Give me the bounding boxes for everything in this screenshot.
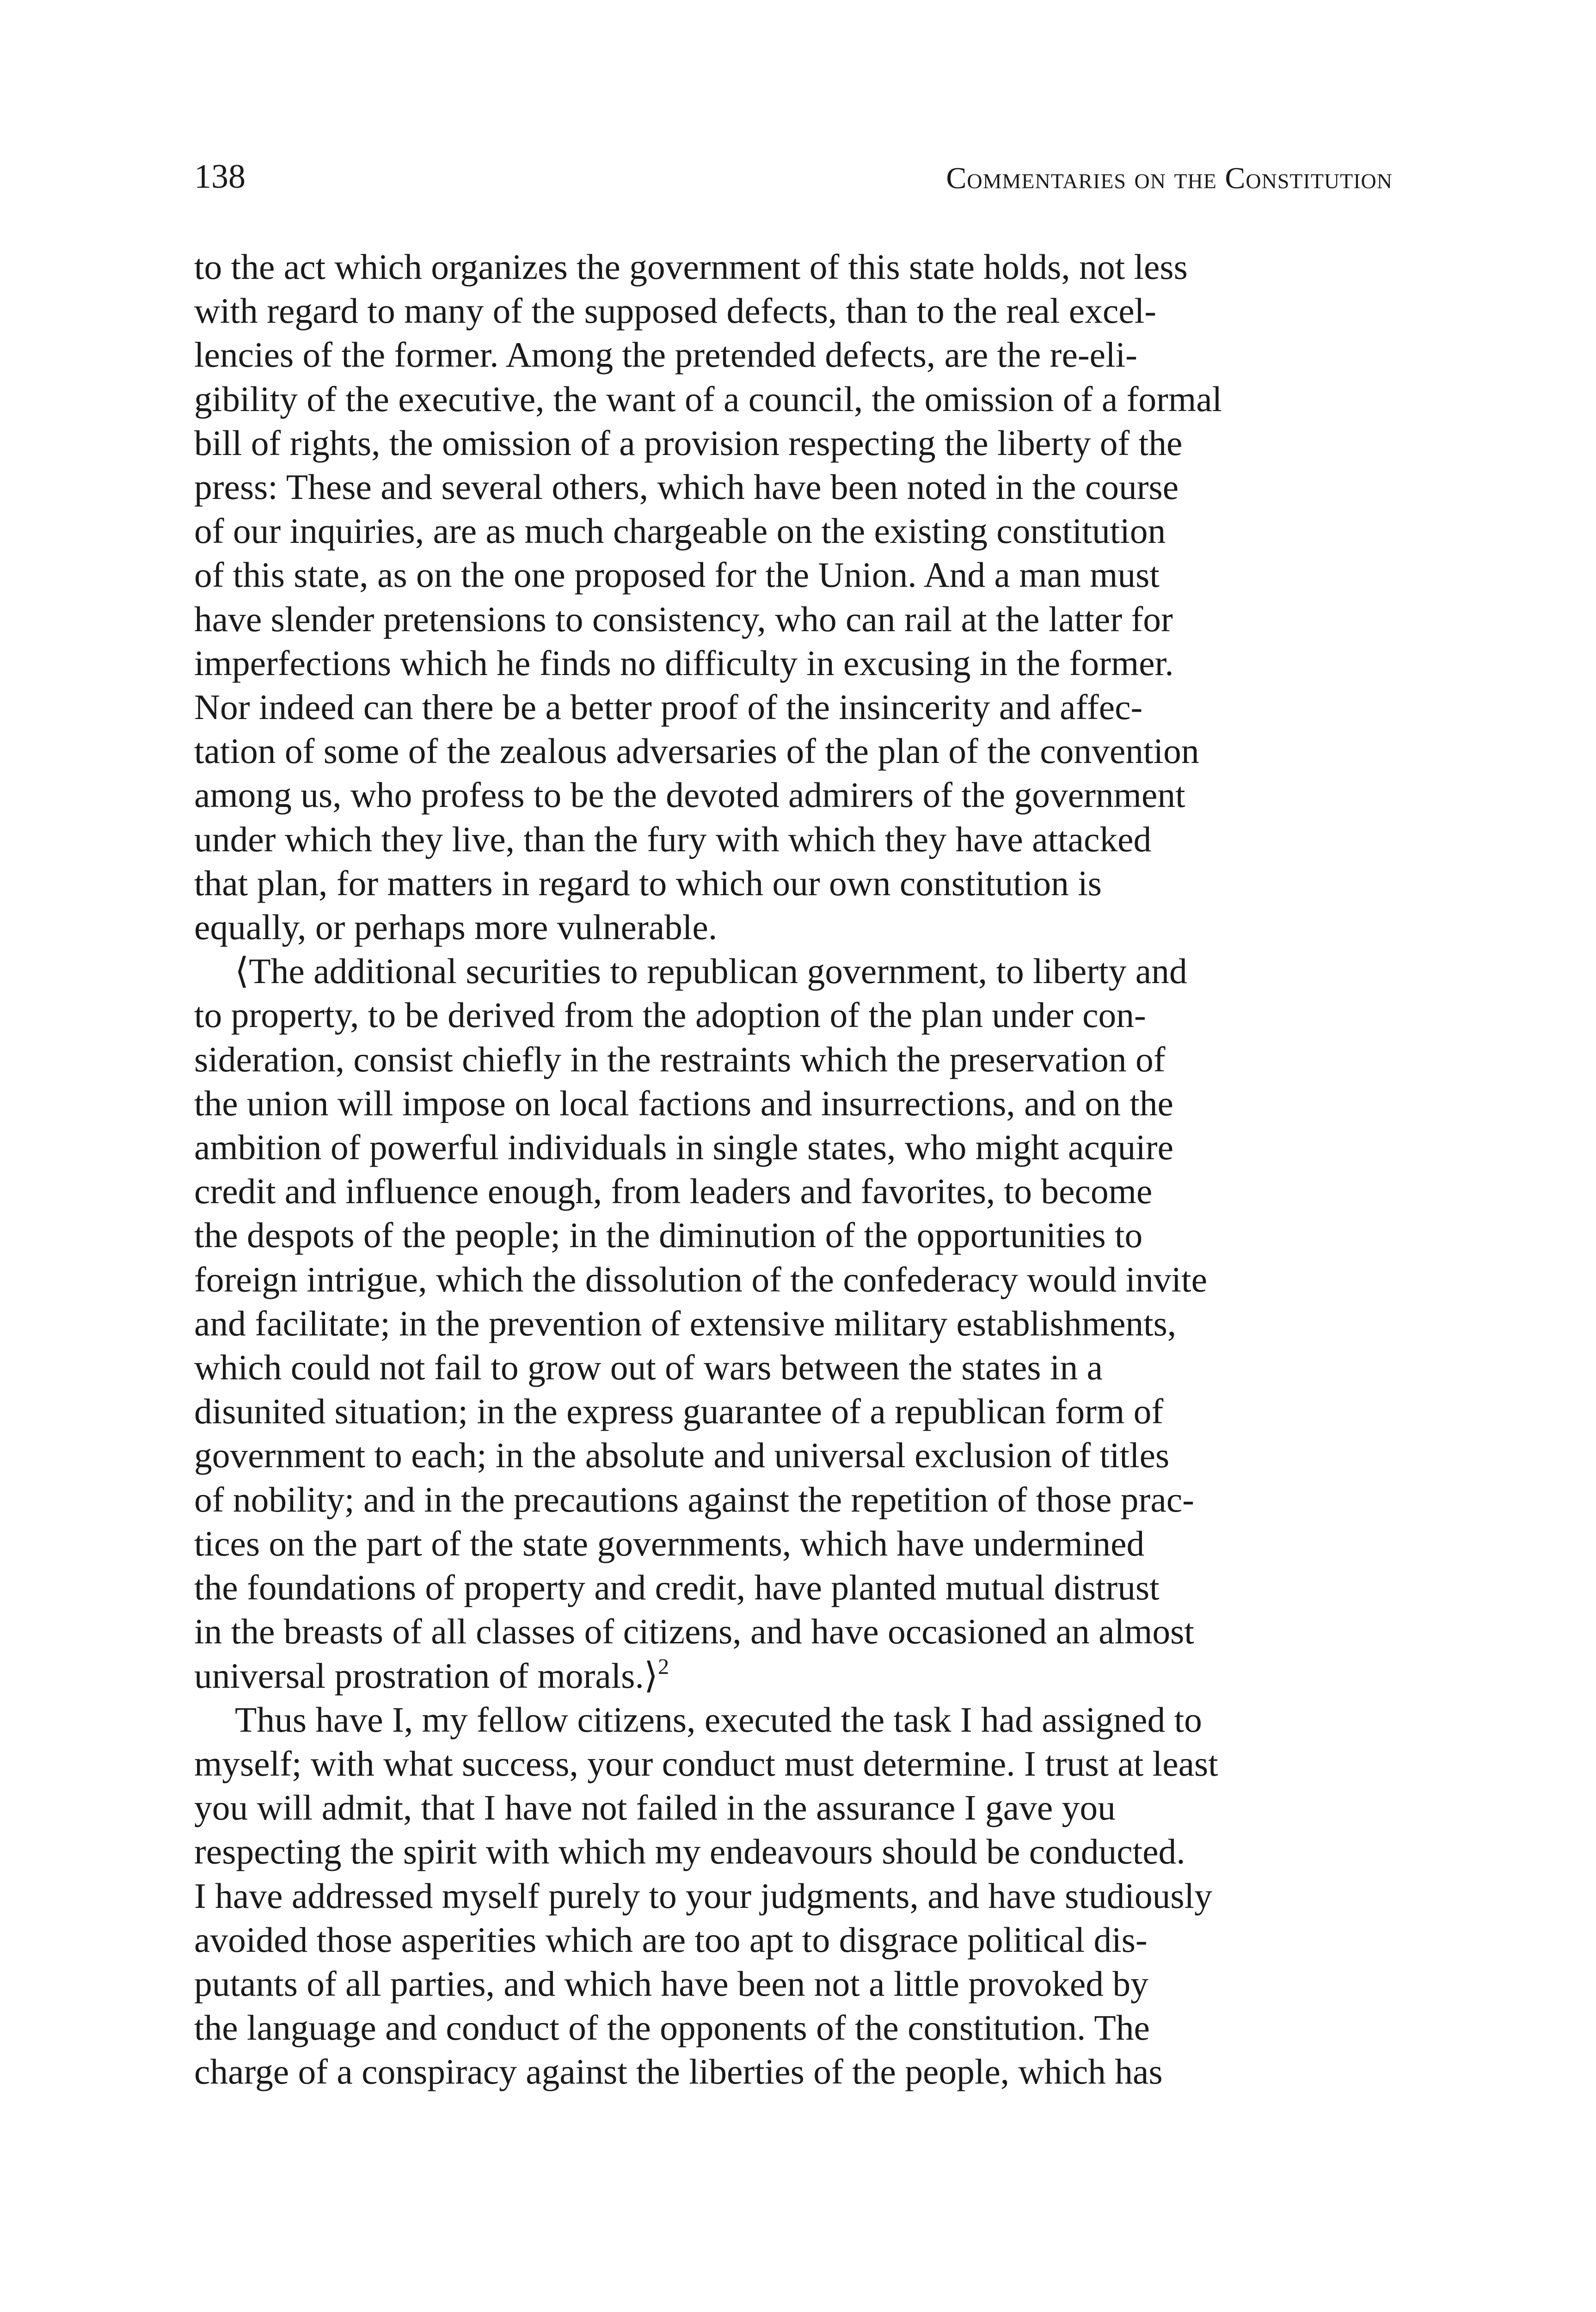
paragraph xyxy=(194,949,1393,1697)
footnote-ref: 2 xyxy=(658,1654,669,1679)
page-header xyxy=(194,160,1393,210)
running-head: Commentaries on the Constitution xyxy=(946,161,1393,195)
paragraph-text: Thus have I, my fellow citizens, executed the task I had assigned to myself; with what success, your conduct must determine. I trust at least you will admit, that I have not failed in the assurance I gave you respecting the spirit with which my endeavours should be conducted. I have addressed myself purely to your judgments, and have studiously avoided those asperities which are too apt to disgrace political dis- putants of all parties, and which have been not a little provoked by the language and conduct of the opponents of the constitution. The charge of a conspiracy against the liberties of the people, which has xyxy=(194,1699,1218,2092)
paragraph-text: ⟨The additional securities to republican government, to liberty and to property, to be derived from the adoption of the plan under con- sideration, consist chiefly in the restraints which the preservation of the union will impose on local factions and insurrections, and on the ambition of powerful individuals in single states, who might acquire credit and influence enough, from leaders and favorites, to become the despots of the people; in the diminution of the opportunities to foreign intrigue, which the dissolution of the confederacy would invite and facilitate; in the prevention of extensive military establishments, which could not fail to grow out of wars between the states in a disunited situation; in the express guarantee of a republican form of government to each; in the absolute and universal exclusion of titles of nobility; and in the precautions against the repetition of those prac- tices on the part of the state governments, which have undermined the foundations of property and credit, have planted mutual distrust in the breasts of all classes of citizens, and have occasioned an almost universal prostration of morals.⟩ xyxy=(194,951,1207,1696)
body-text xyxy=(194,245,1393,2094)
paragraph xyxy=(194,245,1393,949)
page-number: 138 xyxy=(194,158,246,196)
paragraph-text: to the act which organizes the government of this state holds, not less with regard to many of the supposed defects, than to the real excel- lencies of the former. Among the pretended defects, are the re-eli- gibility of the executive, the want of a council, the omission of a formal bill of rights, the omission of a provision respecting the liberty of the press: These and several others, which have been noted in the course of our inquiries, are as much chargeable on the existing constitution of this state, as on the one proposed for the Union. And a man must have slender pretensions to consistency, who can rail at the latter for imperfections which he finds no difficulty in excusing in the former. Nor indeed can there be a better proof of the insincerity and affec- tation of some of the zealous adversaries of the plan of the convention among us, who profess to be the devoted admirers of the government under which they live, than the fury with which they have attacked that plan, for matters in regard to which our own constitution is equally, or perhaps more vulnerable. xyxy=(194,247,1222,947)
paragraph xyxy=(194,1698,1393,2094)
